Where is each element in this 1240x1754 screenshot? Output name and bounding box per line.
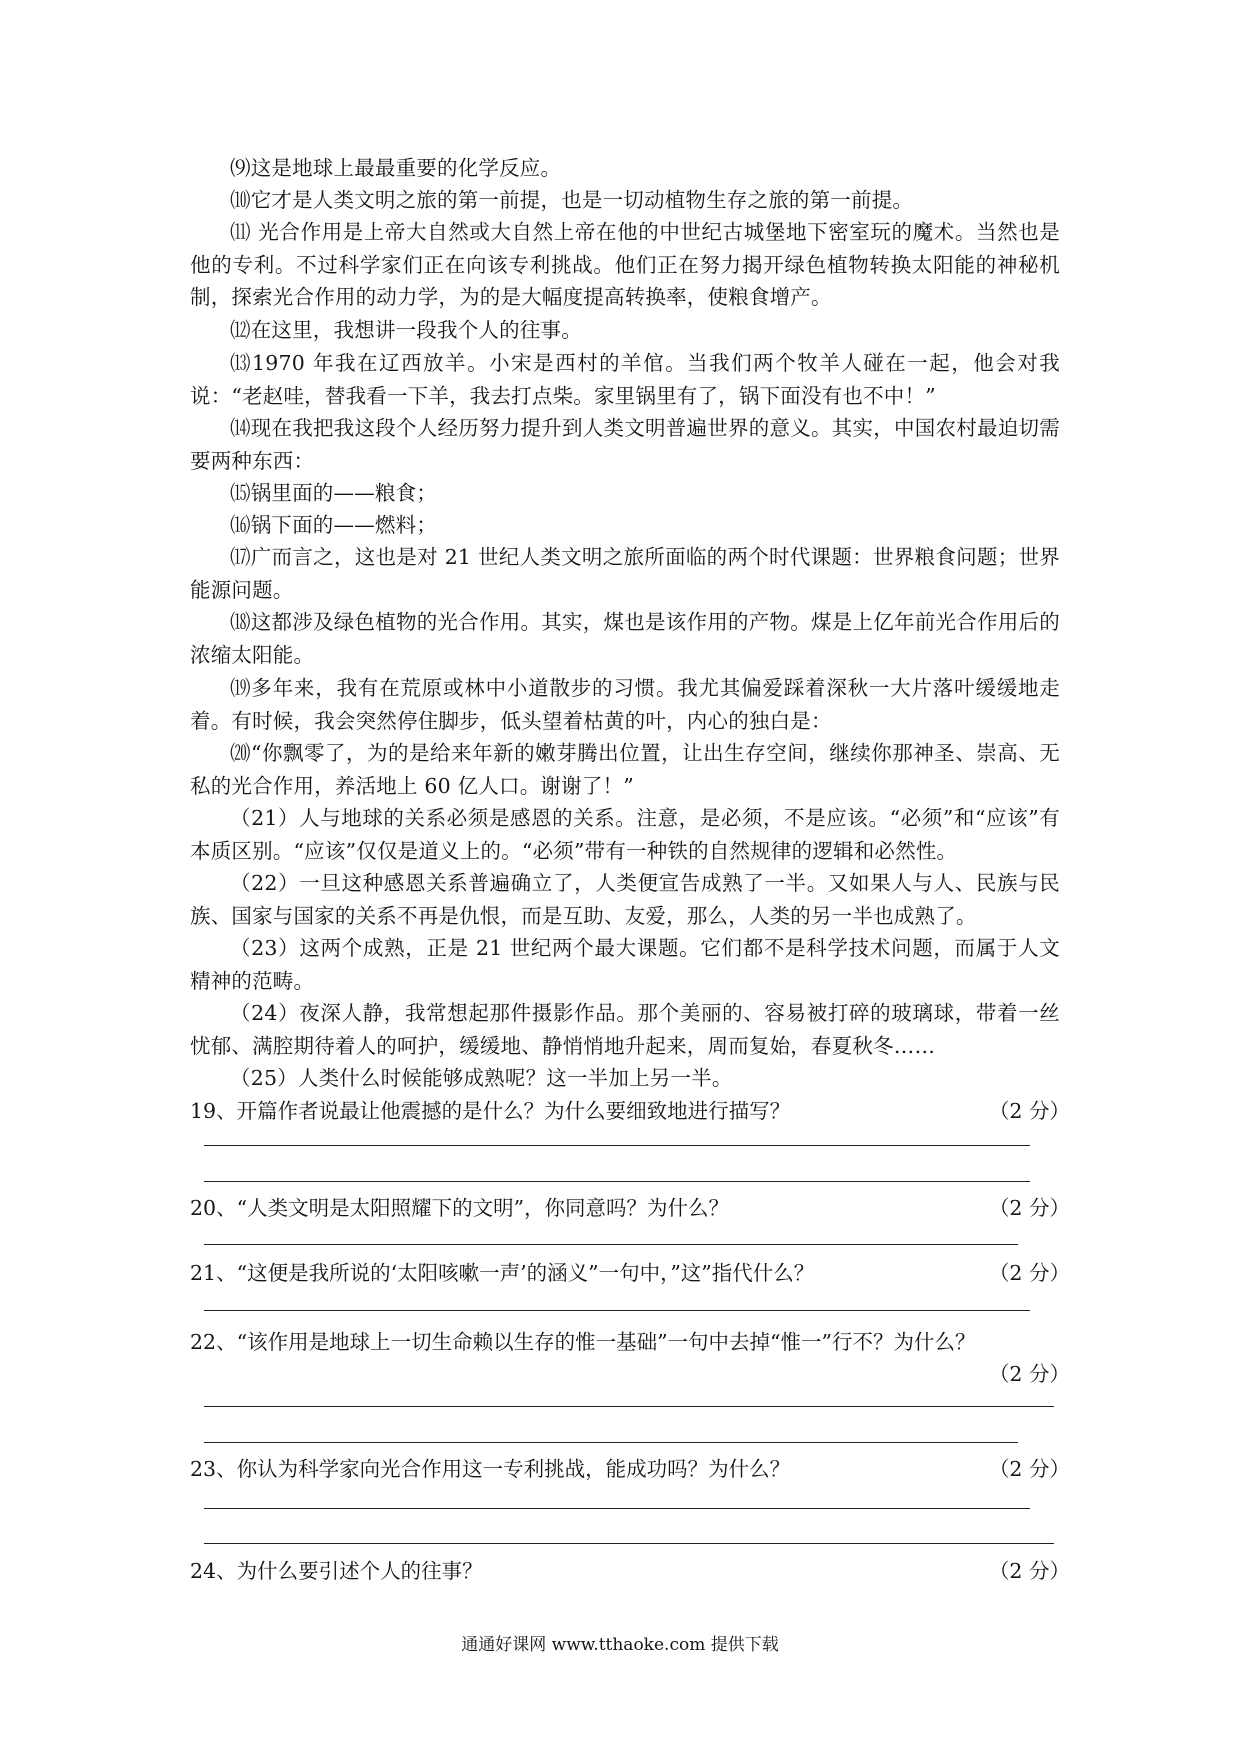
paragraph-14: ⒁现在我把我这段个人经历努力提升到人类文明普遍世界的意义。其实，中国农村最迫切需要两种东西： — [190, 416, 1060, 473]
question-text: 24、为什么要引述个人的往事？ — [190, 1559, 483, 1583]
paragraph-13: ⒀1970 年我在辽西放羊。小宋是西村的羊倌。当我们两个牧羊人碰在一起，他会对我说：“老赵哇，替我看一下羊，我去打点柴。家里锅里有了，锅下面没有也不中！” — [190, 351, 1060, 408]
paragraph-15: ⒂锅里面的——粮食； — [230, 481, 437, 505]
question-score: （2 分） — [988, 1196, 1070, 1220]
answer-line[interactable] — [204, 1181, 1030, 1182]
answer-line[interactable] — [204, 1406, 1054, 1407]
question-score: （2 分） — [988, 1559, 1070, 1583]
paragraph-16: ⒃锅下面的——燃料； — [230, 513, 437, 537]
paragraph-19: ⒆多年来，我有在荒原或林中小道散步的习惯。我尤其偏爱踩着深秋一大片落叶缓缓地走着。有时候，我会突然停住脚步，低头望着枯黄的叶，内心的独白是： — [190, 676, 1060, 733]
paragraph-18: ⒅这都涉及绿色植物的光合作用。其实，煤也是该作用的产物。煤是上亿年前光合作用后的浓缩太阳能。 — [190, 610, 1060, 667]
page-footer: 通通好课网 www.tthaoke.com 提供下载 — [461, 1635, 779, 1655]
paragraph-21: （21）人与地球的关系必须是感恩的关系。注意，是必须，不是应该。“必须”和“应该”有本质区别。“应该”仅仅是道义上的。“必须”带有一种铁的自然规律的逻辑和必然性。 — [190, 806, 1060, 863]
question-20 — [190, 1192, 1070, 1224]
paragraph-9: ⑼这是地球上最最重要的化学反应。 — [230, 156, 562, 180]
question-score: （2 分） — [988, 1261, 1070, 1285]
question-score: （2 分） — [988, 1362, 1070, 1386]
paragraph-10: ⑽它才是人类文明之旅的第一前提，也是一切动植物生存之旅的第一前提。 — [230, 188, 914, 212]
answer-line[interactable] — [204, 1145, 1030, 1146]
paragraph-22: （22）一旦这种感恩关系普遍确立了，人类便宣告成熟了一半。又如果人与人、民族与民族、国家与国家的关系不再是仇恨，而是互助、友爱，那么，人类的另一半也成熟了。 — [190, 871, 1060, 928]
question-24 — [190, 1555, 1070, 1587]
paragraph-23: （23）这两个成熟，正是 21 世纪两个最大课题。它们都不是科学技术问题，而属于人文精神的范畴。 — [190, 936, 1060, 993]
question-score: （2 分） — [988, 1099, 1070, 1123]
paragraph-12: ⑿在这里，我想讲一段我个人的往事。 — [230, 318, 582, 342]
answer-line[interactable] — [204, 1508, 1030, 1509]
question-text: 23、你认为科学家向光合作用这一专利挑战，能成功吗？为什么？ — [190, 1457, 791, 1481]
question-19 — [190, 1095, 1070, 1127]
question-text: 19、开篇作者说最让他震撼的是什么？为什么要细致地进行描写？ — [190, 1099, 791, 1123]
paragraph-25: （25）人类什么时候能够成熟呢？这一半加上另一半。 — [230, 1066, 733, 1090]
paragraph-20: ⒇“你飘零了，为的是给来年新的嫩芽腾出位置，让出生存空间，继续你那神圣、崇高、无私的光合作用，养活地上 60 亿人口。谢谢了！” — [190, 741, 1060, 798]
question-21 — [190, 1257, 1070, 1289]
answer-line[interactable] — [204, 1244, 1018, 1245]
question-text: 22、“该作用是地球上一切生命赖以生存的惟一基础”一句中去掉“惟一”行不？为什么？ — [190, 1330, 976, 1354]
question-text: 21、“这便是我所说的‘太阳咳嗽一声’的涵义”一句中，”这”指代什么？ — [190, 1261, 815, 1285]
paragraph-17: ⒄广而言之，这也是对 21 世纪人类文明之旅所面临的两个时代课题：世界粮食问题；世界能源问题。 — [190, 545, 1060, 602]
answer-line[interactable] — [204, 1543, 1054, 1544]
paragraph-11: ⑾ 光合作用是上帝大自然或大自然上帝在他的中世纪古城堡地下密室玩的魔术。当然也是他的专利。不过科学家们正在向该专利挑战。他们正在努力揭开绿色植物转换太阳能的神秘机制，探索光合作用的动力学，为的是大幅度提高转换率，使粮食增产。 — [190, 220, 1060, 309]
question-text: 20、“人类文明是太阳照耀下的文明”，你同意吗？为什么？ — [190, 1196, 730, 1220]
question-score: （2 分） — [988, 1457, 1070, 1481]
question-22 — [190, 1326, 1070, 1386]
paragraph-24: （24）夜深人静，我常想起那件摄影作品。那个美丽的、容易被打碎的玻璃球，带着一丝忧郁、满腔期待着人的呵护，缓缓地、静悄悄地升起来，周而复始，春夏秋冬…… — [190, 1001, 1060, 1058]
question-23 — [190, 1453, 1070, 1485]
answer-line[interactable] — [204, 1310, 1030, 1311]
answer-line[interactable] — [204, 1442, 1018, 1443]
